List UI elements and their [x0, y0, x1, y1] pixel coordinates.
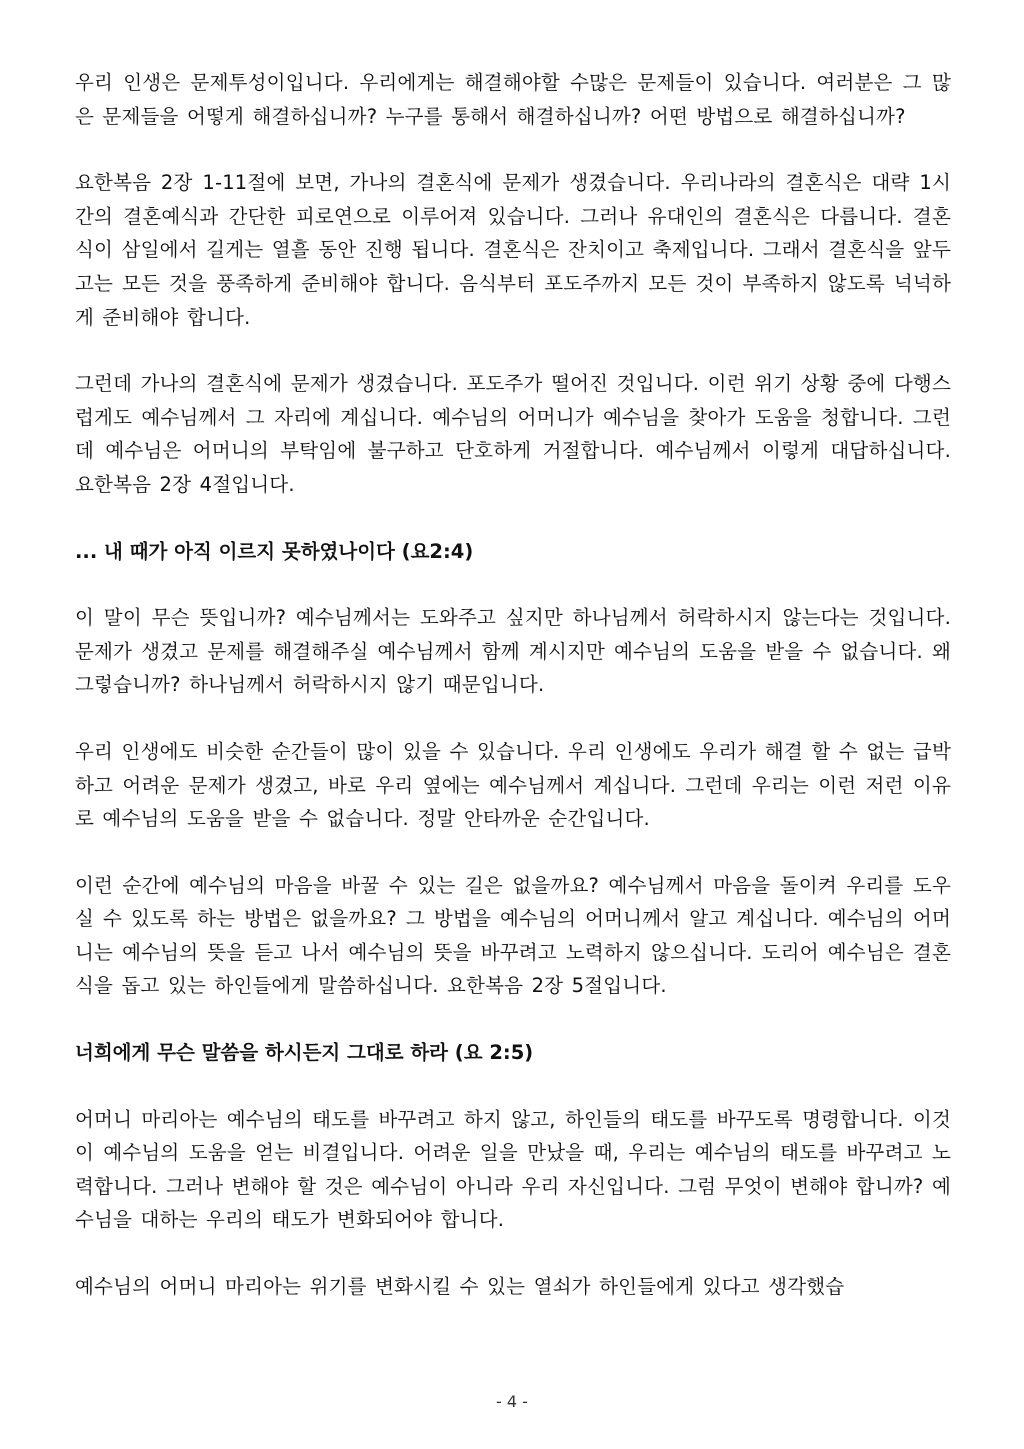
document-body [75, 66, 951, 1337]
paragraph: 요한복음 2장 1-11절에 보면, 가나의 결혼식에 문제가 생겼습니다. 우리나라의 결혼식은 대략 1시간의 결혼예식과 간단한 피로연으로 이루어져 있습니다. 그러나 유대인의 결혼식은 다릅니다. 결혼식이 삼일에서 길게는 열흘 동안 진행 됩니다. 결혼식은 잔치이고 축제입니다. 그래서 결혼식을 앞두고는 모든 것을 풍족하게 준비해야 합니다. 음식부터 포도주까지 모든 것이 부족하지 않도록 넉넉하게 준비해야 합니다. [75, 171, 951, 329]
page-number: - 4 - [496, 1392, 528, 1411]
scripture-quote: 너희에게 무슨 말씀을 하시든지 그대로 하라 (요 2:5) [75, 1041, 534, 1065]
paragraph: 우리 인생에도 비슷한 순간들이 많이 있을 수 있습니다. 우리 인생에도 우리가 해결 할 수 없는 급박하고 어려운 문제가 생겼고, 바로 우리 옆에는 예수님께서 계십니다. 그런데 우리는 이런 저런 이유로 예수님의 도움을 받을 수 없습니다. 정말 안타까운 순간입니다. [75, 739, 951, 831]
scripture-quote: ... 내 때가 아직 이르지 못하였나이다 (요2:4) [75, 539, 474, 563]
paragraph: 이 말이 무슨 뜻입니까? 예수님께서는 도와주고 싶지만 하나님께서 허락하시지 않는다는 것입니다. 문제가 생겼고 문제를 해결해주실 예수님께서 함께 계시지만 예수님의 도움을 받을 수 없습니다. 왜 그렇습니까? 하나님께서 허락하시지 않기 때문입니다. [75, 606, 951, 697]
paragraph: 어머니 마리아는 예수님의 태도를 바꾸려고 하지 않고, 하인들의 태도를 바꾸도록 명령합니다. 이것이 예수님의 도움을 얻는 비결입니다. 어려운 일을 만났을 때, 우리는 예수님의 태도를 바꾸려고 노력합니다. 그러나 변해야 할 것은 예수님이 아니라 우리 자신입니다. 그럼 무엇이 변해야 합니까? 예수님을 대하는 우리의 태도가 변화되어야 합니다. [75, 1107, 951, 1232]
paragraph: 우리 인생은 문제투성이입니다. 우리에게는 해결해야할 수많은 문제들이 있습니다. 여러분은 그 많은 문제들을 어떻게 해결하십니까? 누구를 통해서 해결하십니까? 어떤 방법으로 해결하십니까? [75, 71, 951, 128]
paragraph: 그런데 가나의 결혼식에 문제가 생겼습니다. 포도주가 떨어진 것입니다. 이런 위기 상황 중에 다행스럽게도 예수님께서 그 자리에 계십니다. 예수님의 어머니가 예수님을 찾아가 도움을 청합니다. 그런데 예수님은 어머니의 부탁임에 불구하고 단호하게 거절합니다. 예수님께서 이렇게 대답하십니다. 요한복음 2장 4절입니다. [75, 372, 951, 496]
paragraph: 이런 순간에 예수님의 마음을 바꿀 수 있는 길은 없을까요? 예수님께서 마음을 돌이켜 우리를 도우실 수 있도록 하는 방법은 없을까요? 그 방법을 예수님의 어머니께서 알고 계십니다. 예수님의 어머니는 예수님의 뜻을 듣고 나서 예수님의 뜻을 바꾸려고 노력하지 않으십니다. 도리어 예수님은 결혼식을 돕고 있는 하인들에게 말씀하십니다. 요한복음 2장 5절입니다. [75, 873, 951, 998]
paragraph: 예수님의 어머니 마리아는 위기를 변화시킬 수 있는 열쇠가 하인들에게 있다고 생각했습 [75, 1275, 845, 1299]
